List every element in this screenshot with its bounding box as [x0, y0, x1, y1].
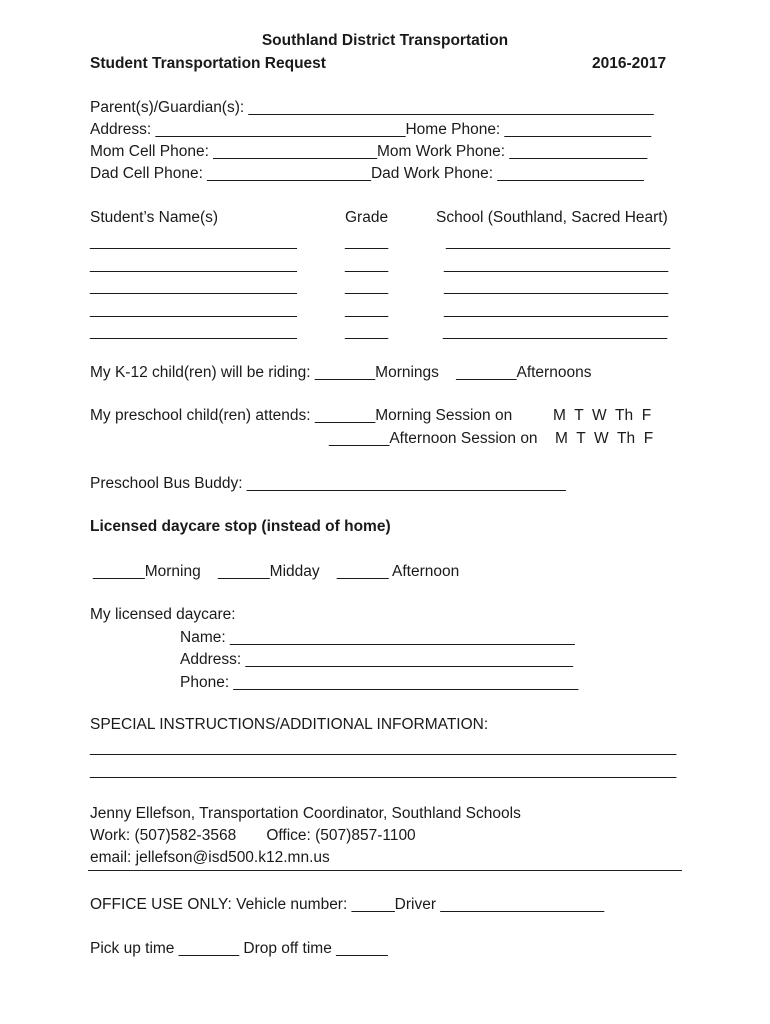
k12-riding-field[interactable]: My K-12 child(ren) will be riding: _______Mornings _______Afternoons: [90, 364, 592, 381]
special-instructions-label: SPECIAL INSTRUCTIONS/ADDITIONAL INFORMATION:: [90, 716, 489, 733]
preschool-morning-field[interactable]: My preschool child(ren) attends: _______Morning Session on: [90, 407, 513, 424]
student-name-line[interactable]: ________________________: [90, 323, 297, 340]
form-title: Student Transportation Request: [90, 55, 326, 72]
student-name-line[interactable]: ________________________: [90, 233, 297, 250]
daycare-name-field[interactable]: Name: ________________________________________: [180, 629, 575, 646]
student-name-line[interactable]: ________________________: [90, 301, 297, 318]
guardian-field[interactable]: Parent(s)/Guardian(s): _______________________________________________: [90, 99, 654, 116]
coordinator-email: email: jellefson@isd500.k12.mn.us: [90, 849, 330, 866]
office-vehicle-field[interactable]: OFFICE USE ONLY: Vehicle number: _____Driver ___________________: [90, 896, 605, 913]
grade-line[interactable]: _____: [345, 278, 389, 295]
student-name-line[interactable]: ________________________: [90, 278, 297, 295]
school-year: 2016-2017: [592, 55, 667, 72]
grade-header: Grade: [345, 209, 389, 226]
my-daycare-label: My licensed daycare:: [90, 606, 236, 623]
coordinator-name: Jenny Ellefson, Transportation Coordinator, Southland Schools: [90, 805, 521, 822]
grade-line[interactable]: _____: [345, 301, 389, 318]
school-line[interactable]: __________________________: [444, 278, 669, 295]
grade-line[interactable]: _____: [345, 323, 389, 340]
preschool-days-morning[interactable]: M T W Th F: [553, 407, 652, 424]
school-line[interactable]: __________________________: [444, 256, 669, 273]
pickup-dropoff-field[interactable]: Pick up time _______ Drop off time ______: [90, 940, 388, 957]
address-home-phone-field[interactable]: Address: _____________________________Home Phone: _________________: [90, 121, 652, 138]
special-instructions-line[interactable]: ____________________________________________________________________: [90, 739, 677, 756]
daycare-address-field[interactable]: Address: ______________________________________: [180, 651, 574, 668]
school-line[interactable]: __________________________: [444, 301, 669, 318]
daycare-phone-field[interactable]: Phone: ________________________________________: [180, 674, 579, 691]
preschool-days-afternoon[interactable]: M T W Th F: [555, 430, 654, 447]
daycare-heading: Licensed daycare stop (instead of home): [90, 518, 391, 535]
dad-phone-field[interactable]: Dad Cell Phone: ___________________Dad Work Phone: _________________: [90, 165, 644, 182]
district-title: Southland District Transportation: [261, 32, 509, 49]
special-instructions-line[interactable]: ____________________________________________________________________: [90, 762, 677, 779]
school-line[interactable]: __________________________: [443, 323, 668, 340]
preschool-afternoon-field[interactable]: _______Afternoon Session on: [329, 430, 538, 447]
school-line[interactable]: __________________________: [446, 233, 671, 250]
grade-line[interactable]: _____: [345, 256, 389, 273]
grade-line[interactable]: _____: [345, 233, 389, 250]
student-name-line[interactable]: ________________________: [90, 256, 297, 273]
section-divider: [88, 870, 682, 871]
mom-phone-field[interactable]: Mom Cell Phone: ___________________Mom Work Phone: ________________: [90, 143, 648, 160]
school-header: School (Southland, Sacred Heart): [436, 209, 668, 226]
student-name-header: Student’s Name(s): [90, 209, 219, 226]
daycare-times-field[interactable]: ______Morning ______Midday ______ Afternoon: [93, 563, 460, 580]
coordinator-phones: Work: (507)582-3568 Office: (507)857-1100: [90, 827, 416, 844]
bus-buddy-field[interactable]: Preschool Bus Buddy: _____________________________________: [90, 475, 566, 492]
